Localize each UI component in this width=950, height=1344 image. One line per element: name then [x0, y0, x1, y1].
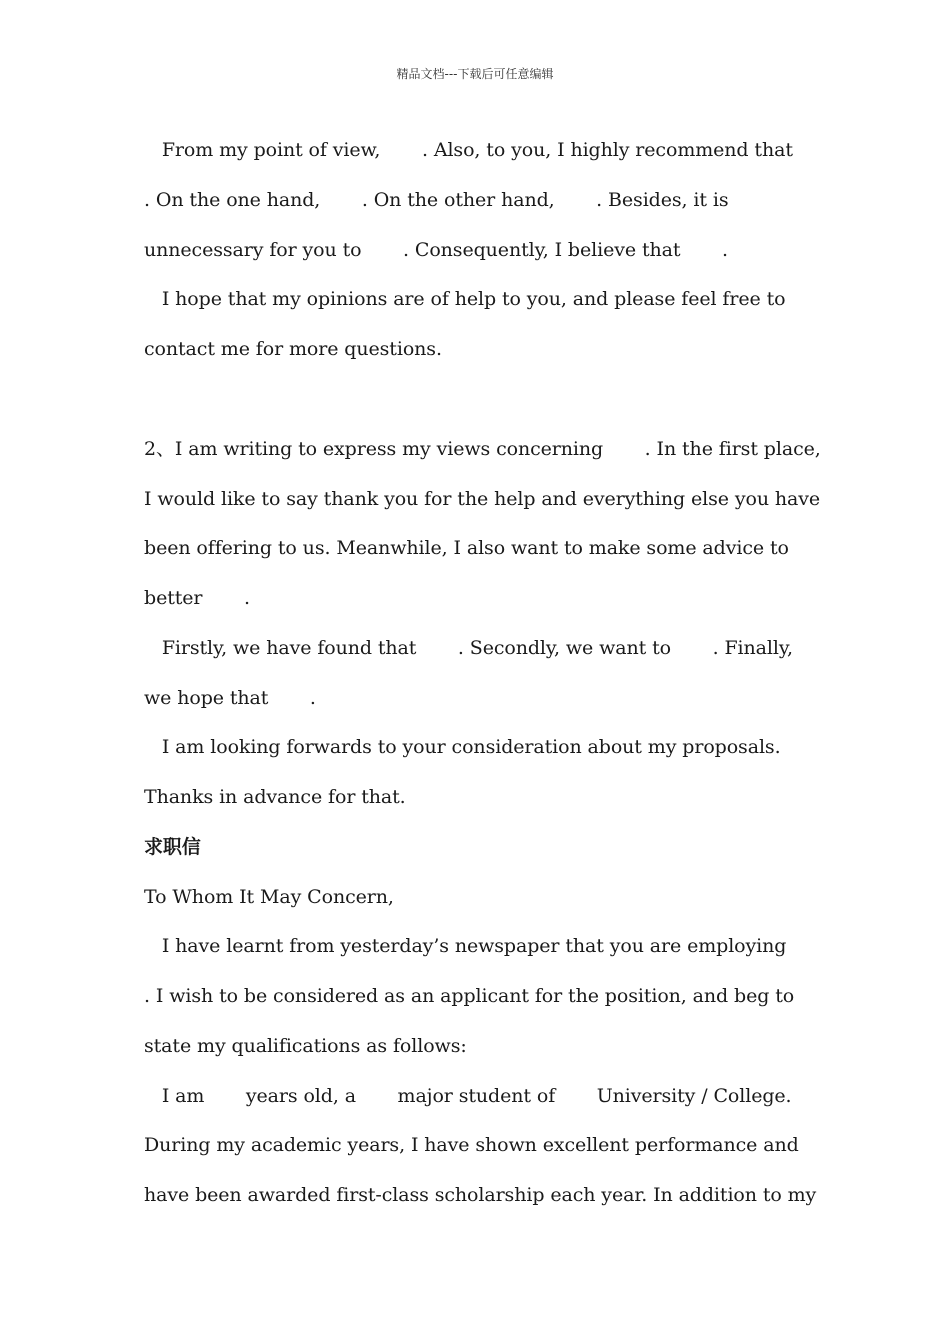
text-line: During my academic years, I have shown excellent performance and: [144, 1134, 799, 1156]
text-line: we hope that .: [144, 687, 316, 709]
text-line: I would like to say thank you for the help and everything else you have: [144, 488, 821, 510]
text-line: . I wish to be considered as an applicant for the position, and beg to: [144, 985, 795, 1007]
text-line: . On the one hand, . On the other hand, . Besides, it is: [144, 189, 729, 211]
text-line: have been awarded first-class scholarship each year. In addition to my: [144, 1184, 817, 1206]
text-line: contact me for more questions.: [144, 338, 442, 360]
text-line: 2、I am writing to express my views concerning . In the first place,: [144, 438, 821, 460]
text-line: been offering to us. Meanwhile, I also want to make some advice to: [144, 537, 789, 559]
text-line: From my point of view, . Also, to you, I highly recommend that: [144, 139, 793, 161]
text-line: I have learnt from yesterday’s newspaper that you are employing: [144, 935, 787, 957]
text-line: I hope that my opinions are of help to you, and please feel free to: [144, 288, 786, 310]
text-line: To Whom It May Concern,: [144, 886, 394, 908]
text-line: I am years old, a major student of University / College.: [144, 1085, 792, 1107]
text-line: Firstly, we have found that . Secondly, we want to . Finally,: [144, 637, 793, 659]
text-line: better .: [144, 587, 250, 609]
section-heading: 求职信: [144, 836, 201, 858]
page-header: 精品文档---下载后可任意编辑: [396, 67, 554, 81]
text-line: Thanks in advance for that.: [144, 786, 406, 808]
text-line: I am looking forwards to your consideration about my proposals.: [144, 736, 781, 758]
text-line: state my qualifications as follows:: [144, 1035, 467, 1057]
text-line: unnecessary for you to . Consequently, I believe that .: [144, 239, 728, 261]
